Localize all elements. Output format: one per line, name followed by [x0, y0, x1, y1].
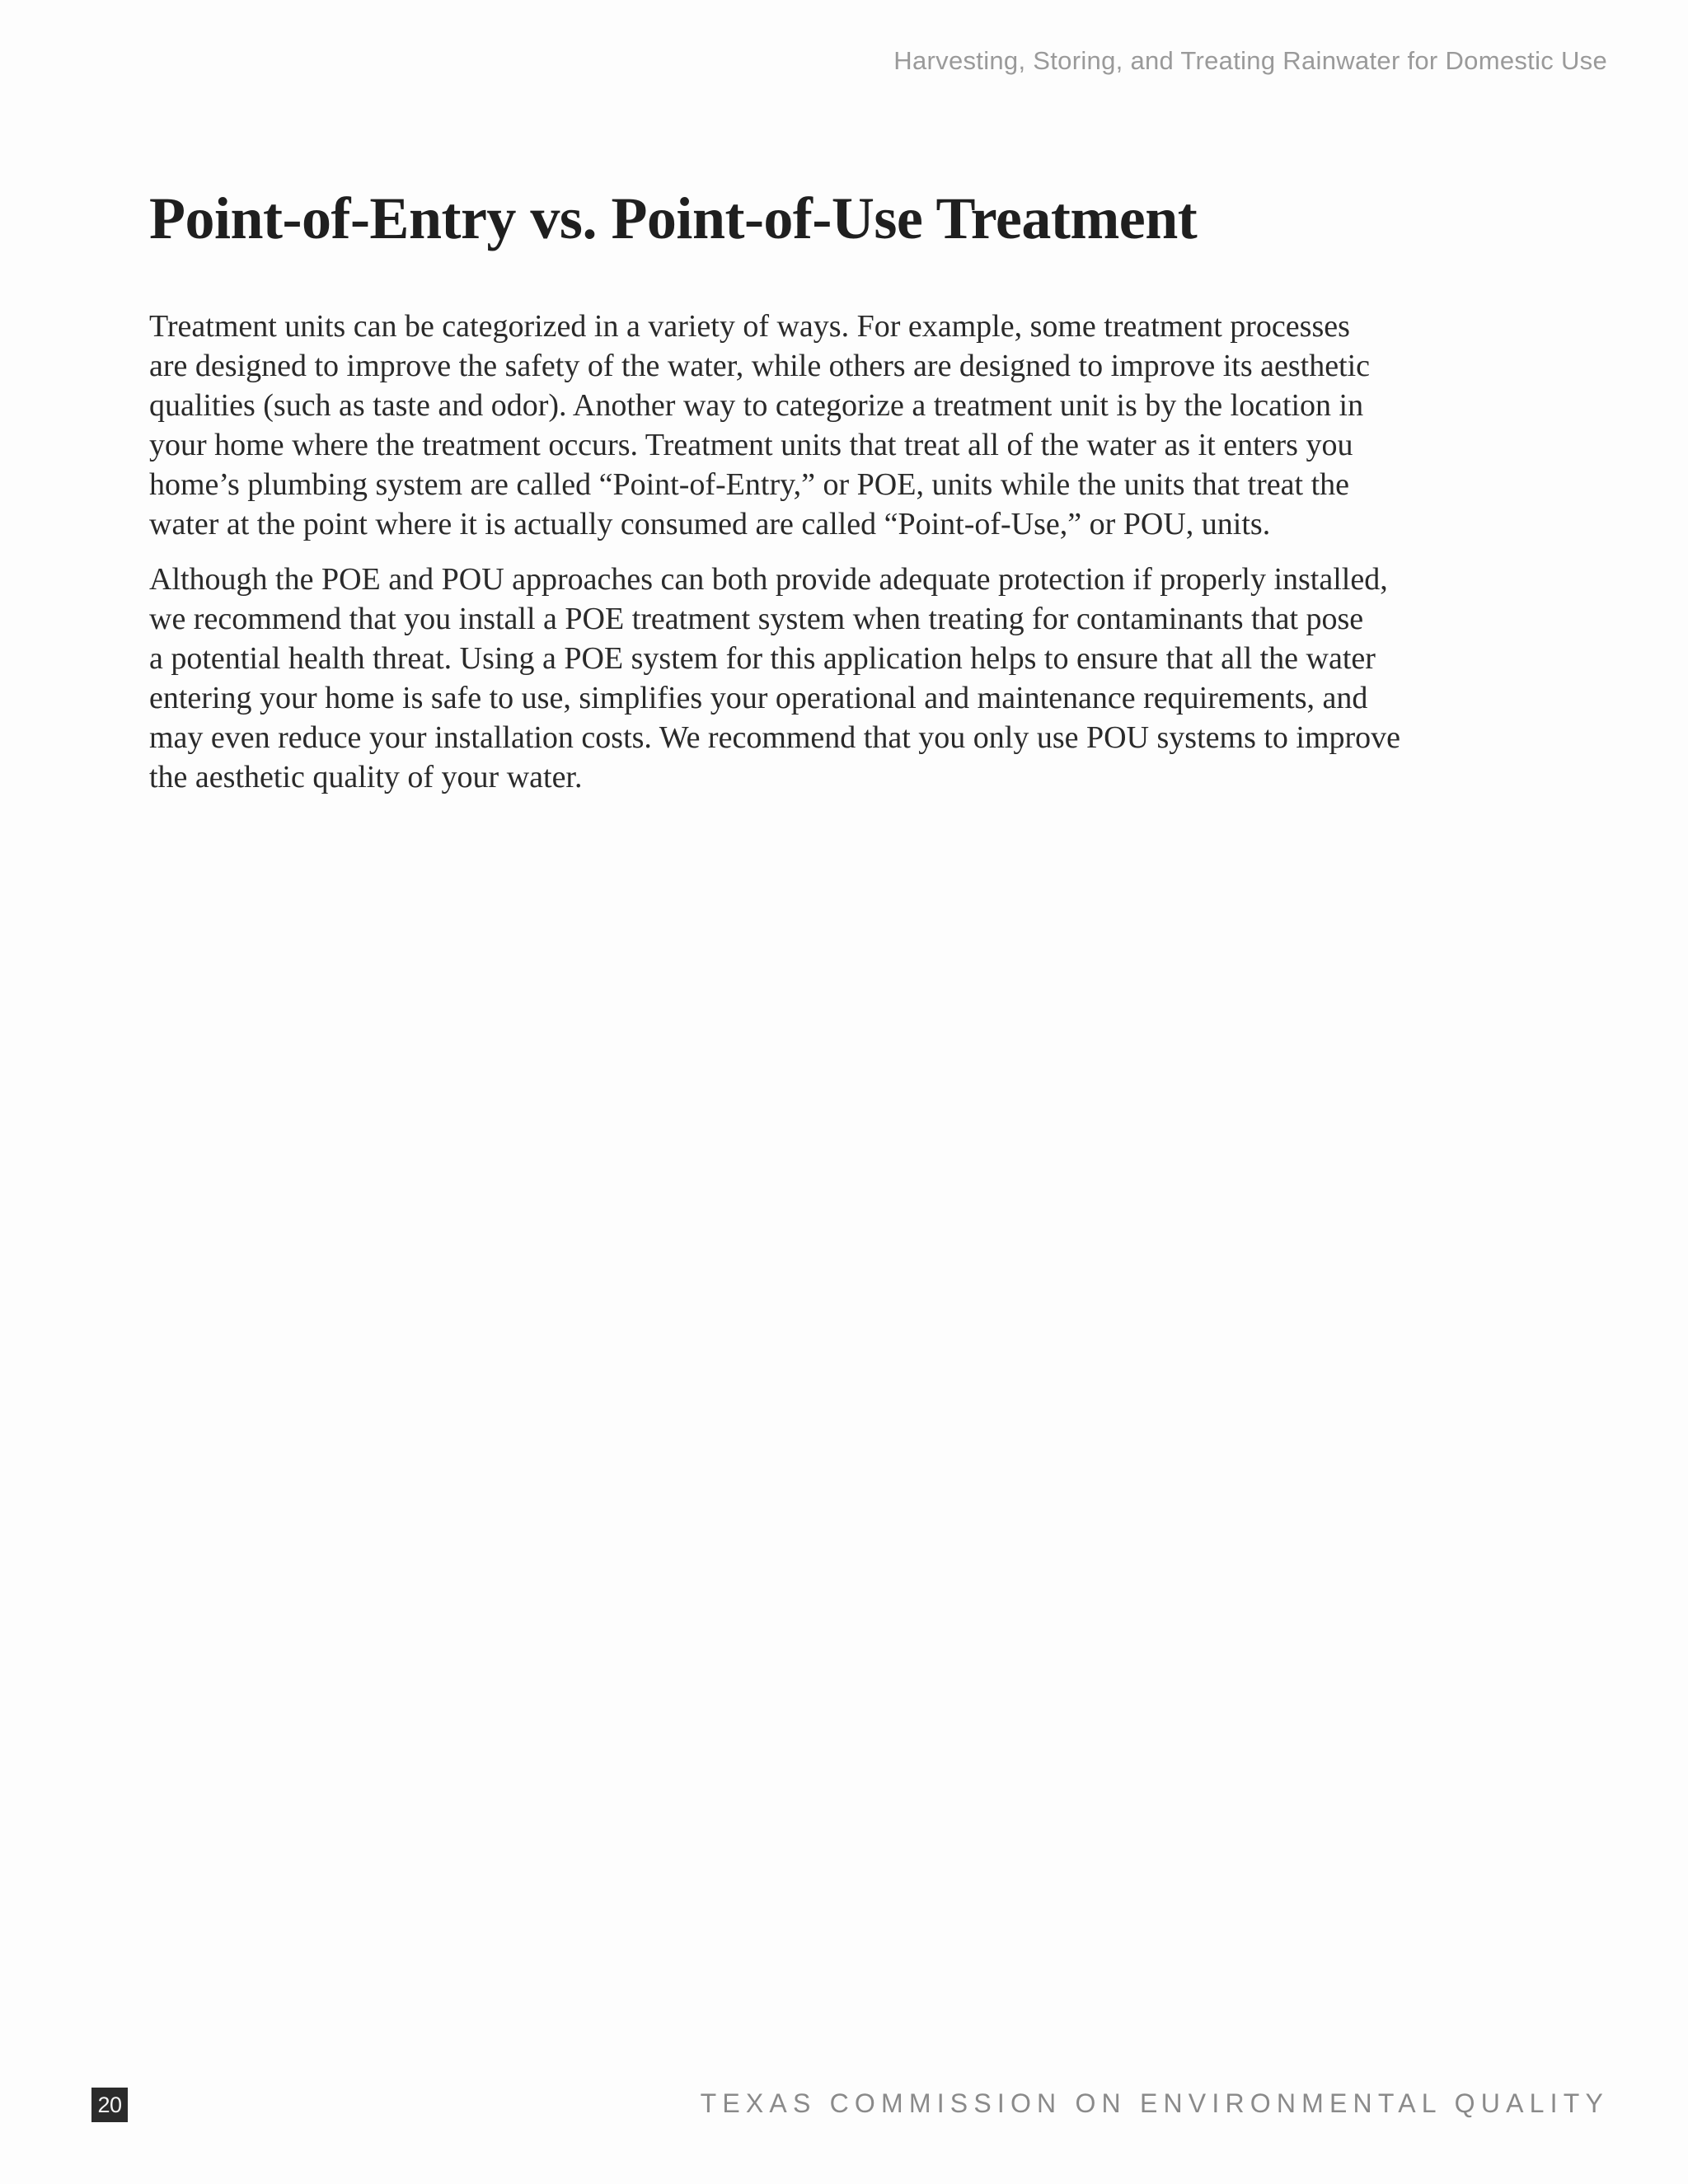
- paragraph-line: we recommend that you install a POE treatment system when treating for contaminants that pose: [149, 602, 1364, 636]
- section-title: Point-of-Entry vs. Point-of-Use Treatment: [149, 185, 1198, 251]
- paragraph-line: the aesthetic quality of your water.: [149, 760, 583, 794]
- paragraph-line: home’s plumbing system are called “Point-of-Entry,” or POE, units while the units that treat the: [149, 467, 1350, 502]
- paragraph-line: your home where the treatment occurs. Treatment units that treat all of the water as it enters you: [149, 428, 1353, 462]
- page-number-badge: 20: [91, 2088, 128, 2122]
- paragraph-line: are designed to improve the safety of the water, while others are designed to improve its aesthetic: [149, 349, 1371, 383]
- paragraph-line: may even reduce your installation costs. We recommend that you only use POU systems to improve: [149, 720, 1401, 755]
- paragraph-line: Treatment units can be categorized in a variety of ways. For example, some treatment processes: [149, 309, 1350, 344]
- paragraph-2: [149, 560, 1435, 797]
- paragraph-line: a potential health threat. Using a POE system for this application helps to ensure that all the water: [149, 641, 1376, 676]
- section-body: [149, 307, 1435, 813]
- footer-organization: TEXAS COMMISSION ON ENVIRONMENTAL QUALITY: [700, 2088, 1609, 2118]
- running-header: Harvesting, Storing, and Treating Rainwater for Domestic Use: [893, 46, 1607, 75]
- paragraph-1: [149, 307, 1435, 544]
- paragraph-line: qualities (such as taste and odor). Another way to categorize a treatment unit is by the location in: [149, 388, 1364, 423]
- paragraph-line: Although the POE and POU approaches can both provide adequate protection if properly installed,: [149, 562, 1388, 597]
- paragraph-line: water at the point where it is actually consumed are called “Point-of-Use,” or POU, units.: [149, 507, 1271, 541]
- paragraph-line: entering your home is safe to use, simplifies your operational and maintenance requirements, and: [149, 681, 1368, 715]
